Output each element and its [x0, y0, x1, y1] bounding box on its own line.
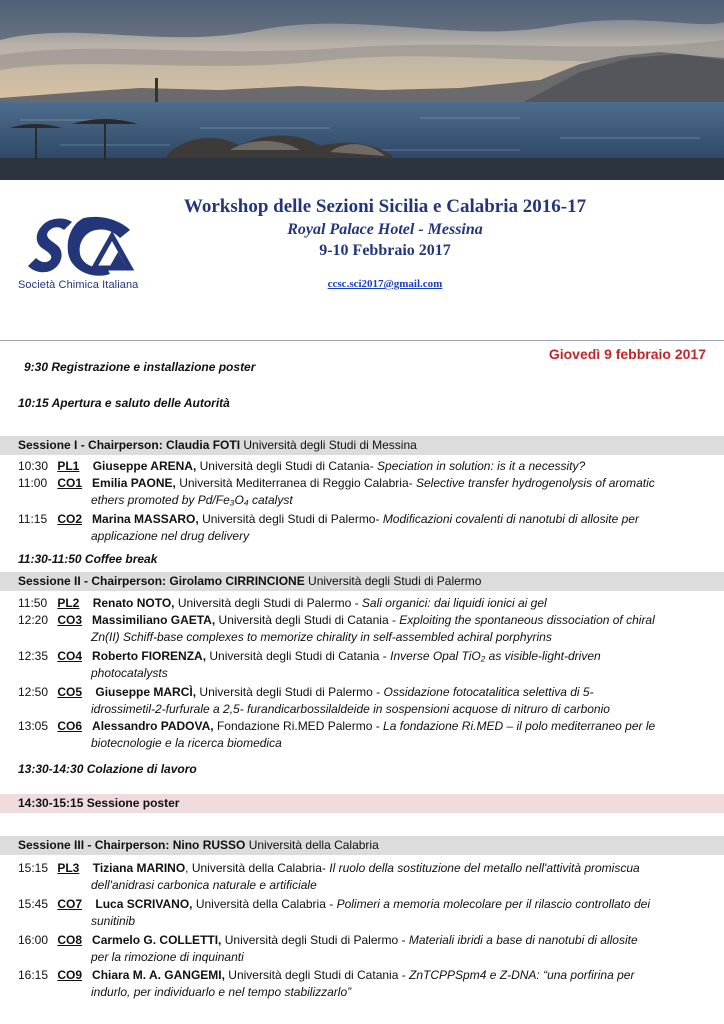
talk-code: CO2: [57, 512, 83, 526]
talk-affiliation: Università degli Studi di Palermo -: [196, 685, 384, 699]
talk-title-cont: applicazione nel drug delivery: [91, 529, 250, 543]
day-label: Giovedì 9 febbraio 2017: [548, 346, 706, 362]
session-chair: Sessione I - Chairperson: Claudia FOTI: [18, 438, 241, 452]
talk-affiliation: Università degli Studi di Catania-: [196, 459, 378, 473]
talk-code: CO4: [57, 649, 83, 663]
talk-title-cont: Zn(II) Schiff-base complexes to memorize chirality in self-assembled achiral porphyrins: [91, 630, 552, 644]
talk-title: Modificazioni covalenti di nanotubi di allosite per: [382, 512, 639, 526]
talk-code: CO1: [57, 476, 83, 490]
talk-speaker: Giuseppe MARCÌ,: [95, 685, 197, 699]
talk-time: 13:05: [18, 719, 49, 733]
talk-title: Speciation in solution: is it a necessity?: [377, 459, 586, 473]
session-header: [0, 436, 724, 455]
talk-title: Ossidazione fotocatalitica selettiva di 5-: [383, 685, 594, 699]
talk-time: 12:35: [18, 649, 49, 663]
talk-code: PL1: [57, 459, 80, 473]
talk-time: 11:00: [18, 476, 48, 490]
talk-title: Selective transfer hydrogenolysis of aromatic: [415, 476, 655, 490]
talk-speaker: Carmelo G. COLLETTI,: [92, 933, 222, 947]
talk-speaker: Luca SCRIVANO,: [95, 897, 193, 911]
talk-title: Il ruolo della sostituzione del metallo nell'attività promiscua: [329, 861, 640, 875]
talk-affiliation: Università degli Studi di Palermo-: [198, 512, 383, 526]
talk-title: Sali organici: dai liquidi ionici ai gel: [361, 596, 547, 610]
opening-welcome: 10:15 Apertura e saluto delle Autorità: [18, 396, 230, 410]
talk-item: [18, 612, 705, 646]
talk-item: [18, 648, 705, 682]
talk-affiliation: Università degli Studi di Catania -: [224, 968, 410, 982]
header-photo: [0, 0, 724, 180]
coffee-break: 11:30-11:50 Coffee break: [18, 552, 158, 566]
talk-title-cont: biotecnologie e la ricerca biomedica: [91, 736, 282, 750]
opening-registration: 9:30 Registrazione e installazione poster: [24, 360, 256, 374]
talk-time: 15:15: [18, 861, 49, 875]
talk-affiliation: Università degli Studi di Palermo -: [221, 933, 409, 947]
workshop-title: Workshop delle Sezioni Sicilia e Calabria 2016-17: [183, 196, 587, 217]
talk-title: Exploiting the spontaneous dissociation of chiral: [399, 613, 655, 627]
divider: [0, 340, 724, 341]
session-chair: Sessione III - Chairperson: Nino RUSSO: [18, 838, 246, 852]
talk-item: [18, 511, 705, 545]
session-affiliation: Università degli Studi di Messina: [240, 438, 417, 452]
talk-item: [18, 718, 705, 752]
talk-title-cont: photocatalysts: [91, 666, 168, 680]
talk-speaker: Emilia PAONE,: [92, 476, 176, 490]
talk-code: CO6: [57, 719, 83, 733]
talk-speaker: Massimiliano GAETA,: [92, 613, 216, 627]
talk-speaker: Chiara M. A. GANGEMI,: [92, 968, 225, 982]
talk-title-cont: indurlo, per individuarlo e nel tempo stabilizzarlo”: [91, 985, 352, 999]
talk-time: 11:15: [18, 512, 48, 526]
talk-code: CO8: [57, 933, 83, 947]
talk-code: CO3: [57, 613, 83, 627]
email-link[interactable]: ccsc.sci2017@gmail.com: [327, 278, 443, 290]
talk-code: PL3: [57, 861, 80, 875]
talk-time: 15:45: [18, 897, 49, 911]
talk-time: 11:50: [18, 596, 48, 610]
talk-title-cont: dell'anidrasi carbonica naturale e artificiale: [91, 878, 317, 892]
talk-code: CO7: [57, 897, 83, 911]
talk-item: [18, 860, 705, 894]
talk-title: ZnTCPPSpm4 e Z-DNA: “una porfirina per: [409, 968, 635, 982]
talk-speaker: Roberto FIORENZA,: [92, 649, 207, 663]
talk-speaker: Giuseppe ARENA,: [92, 459, 197, 473]
talk-time: 12:50: [18, 685, 49, 699]
venue: Royal Palace Hotel - Messina: [287, 221, 483, 238]
talk-title: Polimeri a memoria molecolare per il rilascio controllato dei: [336, 897, 651, 911]
lunch-break: 13:30-14:30 Colazione di lavoro: [18, 762, 197, 776]
talk-speaker: Alessandro PADOVA,: [92, 719, 214, 733]
talk-time: 10:30: [18, 459, 49, 473]
talk-affiliation: Fondazione Ri.MED Palermo -: [213, 719, 384, 733]
talk-item: [18, 932, 705, 966]
logo-caption: Società Chimica Italiana: [18, 279, 139, 291]
talk-code: CO9: [57, 968, 83, 982]
session-chair: Sessione II - Chairperson: Girolamo CIRRINCIONE: [18, 574, 305, 588]
talk-title-cont: idrossimetil-2-furfurale a 2,5- furandicarbossilaldeide in sospensioni acquose di nitruro di carbonio: [91, 702, 610, 716]
talk-speaker: Renato NOTO,: [92, 596, 175, 610]
talk-item: [18, 595, 705, 612]
talk-item: [18, 475, 705, 509]
session-header: [0, 836, 724, 855]
talk-affiliation: Università della Calabria -: [192, 897, 337, 911]
talk-affiliation: , Università della Calabria-: [185, 861, 330, 875]
talk-title-cont: sunitinib: [91, 914, 136, 928]
talk-item: [18, 896, 705, 930]
talk-item: [18, 684, 705, 718]
talk-affiliation: Università degli Studi di Catania -: [215, 613, 400, 627]
talk-affiliation: Università degli Studi di Palermo -: [174, 596, 362, 610]
talk-item: [18, 458, 705, 475]
talk-title: Inverse Opal TiO₂ as visible-light-driven: [390, 649, 601, 663]
talk-title-cont: per la rimozione di inquinanti: [91, 950, 244, 964]
talk-speaker: Tiziana MARINO: [92, 861, 186, 875]
talk-code: CO5: [57, 685, 83, 699]
talk-speaker: Marina MASSARO,: [92, 512, 199, 526]
talk-affiliation: Università Mediterranea di Reggio Calabria-: [175, 476, 416, 490]
session-affiliation: Università degli Studi di Palermo: [304, 574, 482, 588]
session-header: [0, 572, 724, 591]
talk-item: [18, 967, 705, 1001]
talk-code: PL2: [57, 596, 80, 610]
talk-time: 16:15: [18, 968, 49, 982]
poster-session: 14:30-15:15 Sessione poster: [0, 794, 724, 813]
talk-title: La fondazione Ri.MED – il polo mediterraneo per le: [383, 719, 656, 733]
talk-affiliation: Università degli Studi di Catania -: [206, 649, 391, 663]
talk-title: Materiali ibridi a base di nanotubi di allosite: [408, 933, 638, 947]
talk-time: 12:20: [18, 613, 49, 627]
talk-title-cont: ethers promoted by Pd/Fe₃O₄ catalyst: [91, 493, 293, 507]
dates: 9-10 Febbraio 2017: [319, 242, 451, 259]
talk-time: 16:00: [18, 933, 49, 947]
session-affiliation: Università della Calabria: [245, 838, 379, 852]
